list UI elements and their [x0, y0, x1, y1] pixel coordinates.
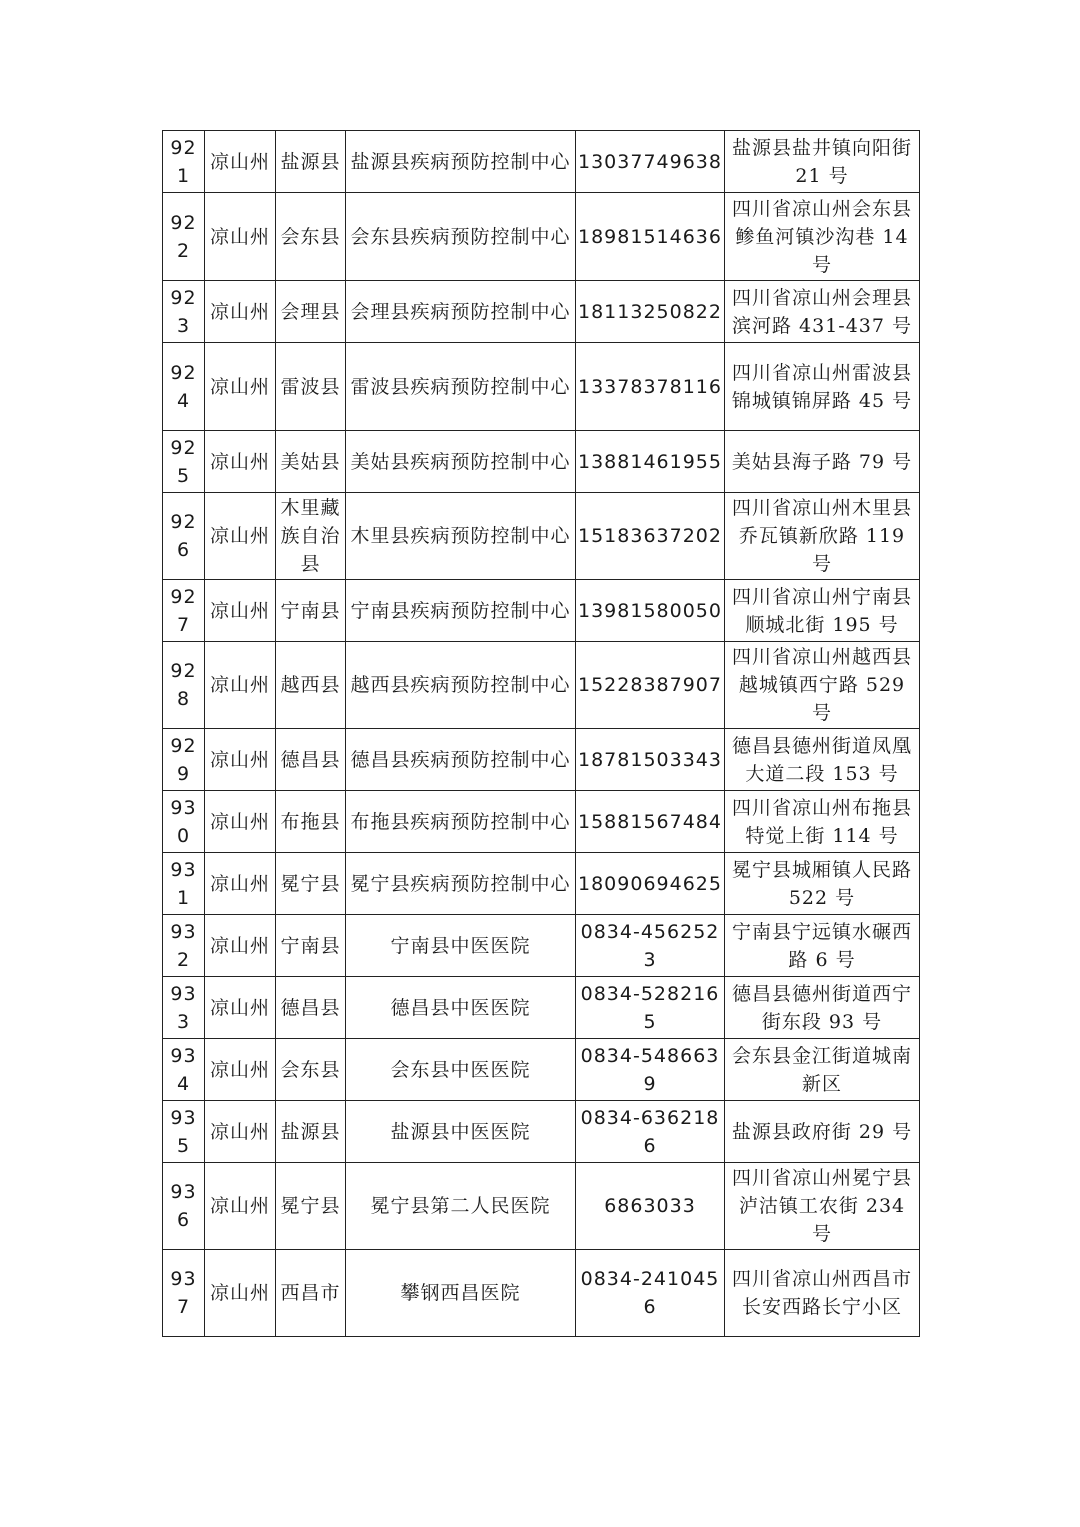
address-cell: 盐源县盐井镇向阳街 21 号 — [725, 131, 920, 193]
row-number: 935 — [163, 1101, 205, 1163]
institution-cell: 宁南县疾病预防控制中心 — [346, 580, 576, 642]
phone-cell: 15881567484 — [576, 791, 725, 853]
institution-cell: 宁南县中医医院 — [346, 915, 576, 977]
address-cell: 会东县金江街道城南新区 — [725, 1039, 920, 1101]
table-row — [163, 343, 920, 431]
prefecture-cell: 凉山州 — [205, 431, 276, 493]
institution-cell: 美姑县疾病预防控制中心 — [346, 431, 576, 493]
table-row — [163, 1039, 920, 1101]
prefecture-cell: 凉山州 — [205, 131, 276, 193]
county-cell: 越西县 — [276, 642, 346, 729]
phone-cell: 0834-4562523 — [576, 915, 725, 977]
address-cell: 四川省凉山州宁南县顺城北街 195 号 — [725, 580, 920, 642]
row-number: 924 — [163, 343, 205, 431]
row-number: 936 — [163, 1163, 205, 1250]
table-row — [163, 493, 920, 580]
phone-cell: 18113250822 — [576, 281, 725, 343]
table-row — [163, 1163, 920, 1250]
institution-cell: 布拖县疾病预防控制中心 — [346, 791, 576, 853]
prefecture-cell: 凉山州 — [205, 343, 276, 431]
county-cell: 冕宁县 — [276, 1163, 346, 1250]
table-row — [163, 1250, 920, 1337]
phone-cell: 13037749638 — [576, 131, 725, 193]
county-cell: 盐源县 — [276, 1101, 346, 1163]
table-row — [163, 977, 920, 1039]
row-number: 933 — [163, 977, 205, 1039]
row-number: 930 — [163, 791, 205, 853]
phone-cell: 15183637202 — [576, 493, 725, 580]
table-row — [163, 642, 920, 729]
county-cell: 会东县 — [276, 193, 346, 281]
address-cell: 美姑县海子路 79 号 — [725, 431, 920, 493]
table-row — [163, 915, 920, 977]
county-cell: 木里藏族自治县 — [276, 493, 346, 580]
prefecture-cell: 凉山州 — [205, 642, 276, 729]
county-cell: 冕宁县 — [276, 853, 346, 915]
table-row — [163, 193, 920, 281]
phone-cell: 0834-5282165 — [576, 977, 725, 1039]
prefecture-cell: 凉山州 — [205, 1039, 276, 1101]
prefecture-cell: 凉山州 — [205, 193, 276, 281]
county-cell: 德昌县 — [276, 977, 346, 1039]
row-number: 923 — [163, 281, 205, 343]
institution-cell: 冕宁县疾病预防控制中心 — [346, 853, 576, 915]
row-number: 928 — [163, 642, 205, 729]
prefecture-cell: 凉山州 — [205, 281, 276, 343]
row-number: 925 — [163, 431, 205, 493]
county-cell: 宁南县 — [276, 915, 346, 977]
phone-cell: 18981514636 — [576, 193, 725, 281]
table-row — [163, 131, 920, 193]
row-number: 929 — [163, 729, 205, 791]
row-number: 922 — [163, 193, 205, 281]
prefecture-cell: 凉山州 — [205, 1163, 276, 1250]
county-cell: 盐源县 — [276, 131, 346, 193]
table-row — [163, 281, 920, 343]
address-cell: 宁南县宁远镇水碾西路 6 号 — [725, 915, 920, 977]
prefecture-cell: 凉山州 — [205, 580, 276, 642]
institution-cell: 越西县疾病预防控制中心 — [346, 642, 576, 729]
institution-cell: 雷波县疾病预防控制中心 — [346, 343, 576, 431]
county-cell: 布拖县 — [276, 791, 346, 853]
phone-cell: 15228387907 — [576, 642, 725, 729]
phone-cell: 0834-2410456 — [576, 1250, 725, 1337]
institution-cell: 会理县疾病预防控制中心 — [346, 281, 576, 343]
address-cell: 德昌县德州街道西宁街东段 93 号 — [725, 977, 920, 1039]
institution-cell: 德昌县疾病预防控制中心 — [346, 729, 576, 791]
institution-cell: 会东县疾病预防控制中心 — [346, 193, 576, 281]
table-row — [163, 1101, 920, 1163]
institution-table — [162, 130, 920, 1337]
phone-cell: 18781503343 — [576, 729, 725, 791]
row-number: 937 — [163, 1250, 205, 1337]
institution-cell: 攀钢西昌医院 — [346, 1250, 576, 1337]
row-number: 927 — [163, 580, 205, 642]
prefecture-cell: 凉山州 — [205, 853, 276, 915]
address-cell: 四川省凉山州雷波县锦城镇锦屏路 45 号 — [725, 343, 920, 431]
prefecture-cell: 凉山州 — [205, 977, 276, 1039]
county-cell: 会东县 — [276, 1039, 346, 1101]
row-number: 926 — [163, 493, 205, 580]
row-number: 931 — [163, 853, 205, 915]
institution-cell: 木里县疾病预防控制中心 — [346, 493, 576, 580]
table-row — [163, 729, 920, 791]
row-number: 921 — [163, 131, 205, 193]
address-cell: 冕宁县城厢镇人民路 522 号 — [725, 853, 920, 915]
phone-cell: 13981580050 — [576, 580, 725, 642]
phone-cell: 0834-5486639 — [576, 1039, 725, 1101]
phone-cell: 0834-6362186 — [576, 1101, 725, 1163]
address-cell: 德昌县德州街道凤凰大道二段 153 号 — [725, 729, 920, 791]
institution-cell: 冕宁县第二人民医院 — [346, 1163, 576, 1250]
institution-cell: 会东县中医医院 — [346, 1039, 576, 1101]
prefecture-cell: 凉山州 — [205, 493, 276, 580]
table-row — [163, 791, 920, 853]
address-cell: 四川省凉山州木里县乔瓦镇新欣路 119 号 — [725, 493, 920, 580]
county-cell: 美姑县 — [276, 431, 346, 493]
table-row — [163, 853, 920, 915]
address-cell: 盐源县政府街 29 号 — [725, 1101, 920, 1163]
prefecture-cell: 凉山州 — [205, 1250, 276, 1337]
address-cell: 四川省凉山州西昌市长安西路长宁小区 — [725, 1250, 920, 1337]
phone-cell: 13378378116 — [576, 343, 725, 431]
address-cell: 四川省凉山州冕宁县泸沽镇工农街 234 号 — [725, 1163, 920, 1250]
address-cell: 四川省凉山州会东县鲹鱼河镇沙沟巷 14 号 — [725, 193, 920, 281]
table-row — [163, 431, 920, 493]
county-cell: 雷波县 — [276, 343, 346, 431]
county-cell: 会理县 — [276, 281, 346, 343]
prefecture-cell: 凉山州 — [205, 1101, 276, 1163]
address-cell: 四川省凉山州布拖县特觉上街 114 号 — [725, 791, 920, 853]
county-cell: 西昌市 — [276, 1250, 346, 1337]
county-cell: 德昌县 — [276, 729, 346, 791]
prefecture-cell: 凉山州 — [205, 791, 276, 853]
address-cell: 四川省凉山州越西县越城镇西宁路 529 号 — [725, 642, 920, 729]
county-cell: 宁南县 — [276, 580, 346, 642]
phone-cell: 6863033 — [576, 1163, 725, 1250]
institution-cell: 德昌县中医医院 — [346, 977, 576, 1039]
row-number: 934 — [163, 1039, 205, 1101]
institution-cell: 盐源县中医医院 — [346, 1101, 576, 1163]
phone-cell: 13881461955 — [576, 431, 725, 493]
institution-cell: 盐源县疾病预防控制中心 — [346, 131, 576, 193]
address-cell: 四川省凉山州会理县滨河路 431-437 号 — [725, 281, 920, 343]
table-row — [163, 580, 920, 642]
row-number: 932 — [163, 915, 205, 977]
prefecture-cell: 凉山州 — [205, 729, 276, 791]
phone-cell: 18090694625 — [576, 853, 725, 915]
prefecture-cell: 凉山州 — [205, 915, 276, 977]
